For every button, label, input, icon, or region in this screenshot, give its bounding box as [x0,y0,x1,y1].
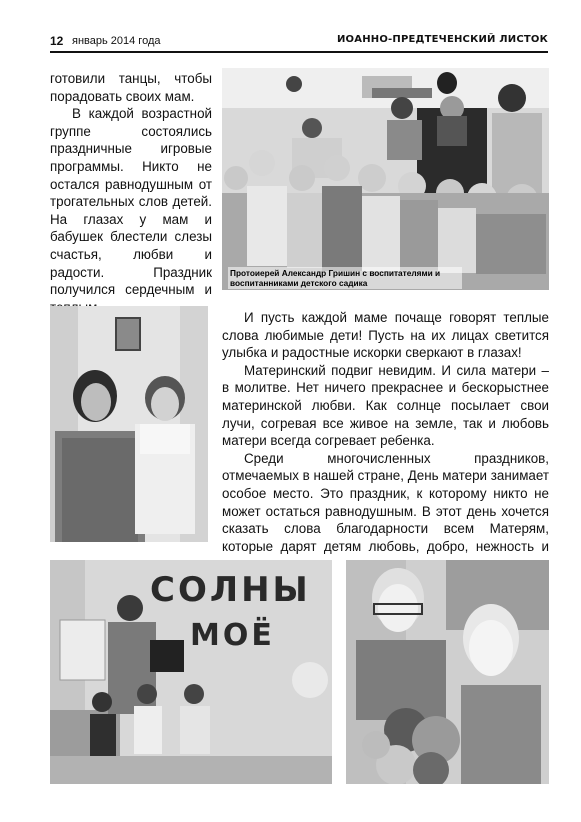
wall-letters-bottom: МОЁ [190,618,275,653]
header-rule [50,51,548,53]
photo-teacher-with-girls [50,560,332,784]
article-column-right [222,309,549,573]
paragraph: В каждой возрастной группе состоялись праздничные игровые программы. Никто не остался равнодушным от трогательных слов детей. На глазах у мам и бабушек блестели слезы счастья, любви и радости. Праздник получился сердечным и [50,106,212,298]
paragraph: готовили танцы, чтобы порадовать своих мам. [50,71,212,104]
photo-caption: Протоиерей Александр Гришин с воспитателями и воспитанниками детского садика [228,267,462,289]
issue-date: январь 2014 года [72,35,161,47]
page-header [50,34,548,50]
paragraph: Среди многочисленных праздников, отмечаемых в нашей стране, День матери занимает особое место. Это праздник, к которому никто не может остаться равнодушным. В этот день хочется сказать слова благодарности всем Матерям, которые дарят детям любовь, добро, нежность и [222,450,549,554]
wall-letters-top: СОЛНЫ [150,570,311,610]
paragraph: И пусть каждой маме почаще говорят теплые слова любимые дети! Пусть на их лицах светится улыбка и радостные искорки сверкают в глазах! [222,310,549,361]
photo-mother-and-daughter [50,306,208,542]
newspaper-title: ИОАННО-ПРЕДТЕЧЕНСКИЙ ЛИСТОК [336,34,548,45]
paragraph: Материнский подвиг невидим. И сила матери – в молитве. Нет ничего прекраснее и бескорыстнее материнской любви. Как солнце посылает свои лучи, согревая все живое на земле, так и любовь матери всегда согревает ребенка. [222,362,549,449]
photo-priest-with-children [222,68,549,290]
photo-girls-with-flowers [346,560,549,784]
page-number: 12 [50,34,64,48]
article-column-left [50,70,212,316]
